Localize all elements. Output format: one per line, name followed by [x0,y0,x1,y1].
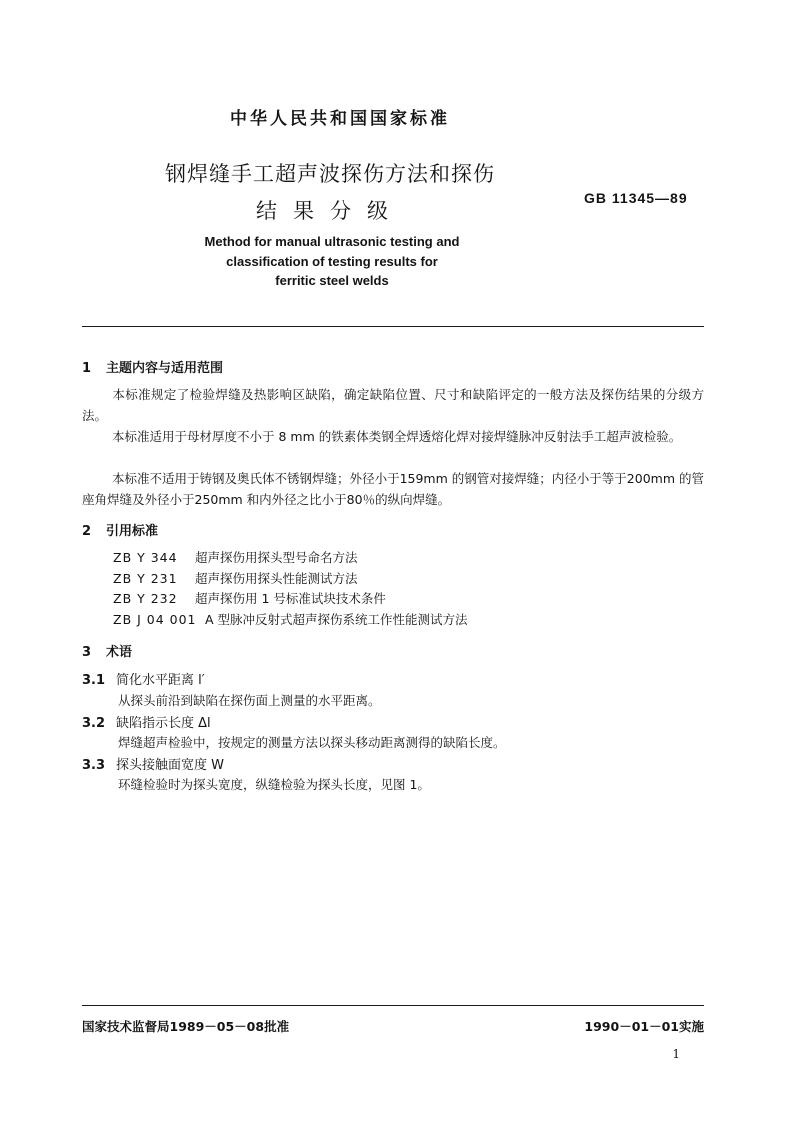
term-3-1-definition: 从探头前沿到缺陷在探伤面上测量的水平距离。 [118,693,381,708]
term-number: 3.3 [82,758,106,773]
term-3-1-heading [82,669,205,688]
reference-title: 超声探伤用 1 号标准试块技术条件 [195,591,386,606]
reference-code: ZB Y 231 [113,571,178,586]
footer-divider [82,1005,704,1006]
section-number: 1 [82,361,92,376]
reference-code: ZB J 04 001 [113,612,197,627]
section-number: 2 [82,524,92,539]
reference-item [113,610,468,628]
section-1-paragraph-3 [82,468,704,510]
reference-code: ZB Y 232 [113,591,178,606]
document-title-line1: 钢焊缝手工超声波探伤方法和探伤 [165,162,495,186]
term-3-3-heading [82,754,224,773]
term-title: 探头接触面宽度 W [116,758,224,773]
term-number: 3.2 [82,716,106,731]
paragraph-text: 本标准规定了检验焊缝及热影响区缺陷，确定缺陷位置、尺寸和缺陷评定的一般方法及探伤结果的分级方法。 [82,387,704,423]
term-title: 简化水平距离 l′ [116,673,205,688]
section-3-heading [82,641,132,660]
national-standard-heading: 中华人民共和国国家标准 [230,109,450,129]
paragraph-text: 本标准适用于母材厚度不小于 8 mm 的铁素体类钢全焊透熔化焊对接焊缝脉冲反射法手工超声波检验。 [112,429,682,444]
term-3-2-heading [82,712,211,731]
section-title: 主题内容与适用范围 [106,361,224,376]
term-3-3-definition: 环缝检验时为探头宽度，纵缝检验为探头长度，见图 1。 [118,777,430,792]
english-title-line1: Method for manual ultrasonic testing and [204,234,460,249]
section-title: 引用标准 [106,524,159,539]
paragraph-text: 本标准不适用于铸钢及奥氏体不锈钢焊缝；外径小于159mm 的钢管对接焊缝；内径小于等于200mm 的管座角焊缝及外径小于250mm 和内外径之比小于80％的纵向焊缝。 [82,471,704,507]
effective-date: 1990－01－01实施 [584,1019,704,1034]
page-number: 1 [672,1047,680,1061]
english-title-line3: ferritic steel welds [275,273,389,288]
section-1-paragraph-1 [82,384,704,426]
reference-title: 超声探伤用探头性能测试方法 [195,571,358,586]
reference-item [113,589,386,607]
english-title-line2: classification of testing results for [226,254,438,269]
standard-number: GB 11345—89 [584,190,688,206]
term-3-2-definition: 焊缝超声检验中，按规定的测量方法以探头移动距离测得的缺陷长度。 [118,735,506,750]
term-title: 缺陷指示长度 Δl [116,716,211,731]
section-number: 3 [82,645,92,660]
reference-title: 超声探伤用探头型号命名方法 [195,550,358,565]
document-title-line2: 结果分级 [256,199,404,223]
section-title: 术语 [106,645,133,660]
reference-code: ZB Y 344 [113,550,178,565]
term-number: 3.1 [82,673,106,688]
section-2-heading [82,520,158,539]
section-1-heading [82,357,223,376]
reference-title: A 型脉冲反射式超声探伤系统工作性能测试方法 [205,612,468,627]
reference-item [113,548,358,566]
section-1-paragraph-2 [82,426,704,447]
header-divider [82,326,704,327]
approval-date: 国家技术监督局1989－05－08批准 [82,1019,290,1034]
reference-item [113,569,358,587]
